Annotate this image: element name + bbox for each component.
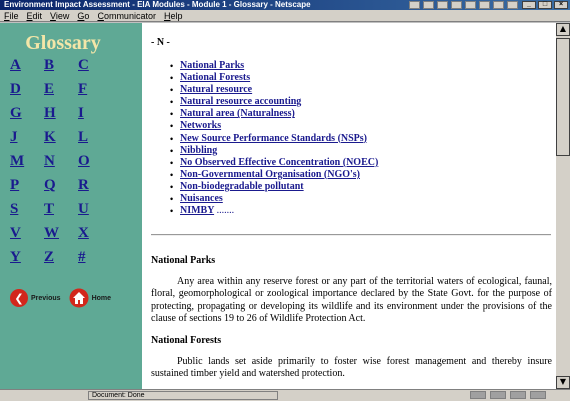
letter-link-d[interactable]: D	[10, 81, 21, 97]
list-item	[170, 193, 378, 205]
list-item	[170, 133, 378, 145]
list-ellipsis: .......	[216, 205, 235, 217]
scroll-down-icon[interactable]: ▼	[556, 376, 570, 389]
close-icon[interactable]: ×	[554, 1, 568, 9]
letter-link-i[interactable]: I	[78, 105, 84, 121]
letter-link-b[interactable]: B	[44, 57, 55, 73]
letter-link-f[interactable]: F	[78, 81, 88, 97]
letter-link-p[interactable]: P	[10, 177, 20, 193]
letter-link-y[interactable]: Y	[10, 249, 21, 265]
list-item	[170, 145, 378, 157]
letter-link-s[interactable]: S	[10, 201, 19, 217]
menu-view[interactable]: View	[50, 11, 70, 21]
minimize-icon[interactable]: _	[522, 1, 536, 9]
menu-help[interactable]: Help	[163, 11, 183, 21]
list-item	[170, 96, 378, 108]
window-title: Environment Impact Assessment - EIA Modules - Module 1 - Glossary - Netscape	[4, 0, 311, 9]
list-item	[170, 72, 378, 84]
term-link[interactable]: Nuisances	[180, 193, 223, 205]
previous-arrow-icon[interactable]: ❮	[10, 289, 28, 307]
letter-link-g[interactable]: G	[10, 105, 22, 121]
scroll-up-icon[interactable]: ▲	[556, 23, 570, 36]
letter-link-hash[interactable]: #	[78, 249, 86, 265]
list-item	[170, 157, 378, 169]
component-bar-icon[interactable]	[510, 391, 526, 399]
status-text: Document: Done	[88, 391, 278, 400]
glossary-sidebar	[0, 23, 142, 389]
list-item	[170, 205, 378, 217]
toolbar-icon[interactable]	[437, 1, 448, 9]
term-link[interactable]: NIMBY	[180, 205, 215, 217]
list-item	[170, 169, 378, 181]
nav-buttons	[10, 288, 111, 308]
home-icon[interactable]	[69, 288, 89, 308]
letter-link-a[interactable]: A	[10, 57, 21, 73]
letter-link-j[interactable]: J	[10, 129, 18, 145]
content-pane	[142, 23, 556, 389]
window-controls	[522, 1, 568, 9]
letter-link-h[interactable]: H	[44, 105, 56, 121]
list-item	[170, 120, 378, 132]
status-icons	[470, 391, 546, 399]
menu-bar	[0, 10, 570, 22]
letter-link-k[interactable]: K	[44, 129, 56, 145]
list-item	[170, 60, 378, 72]
letter-link-m[interactable]: M	[10, 153, 25, 169]
entry-definition: Any area within any reserve forest or any part of the territorial waters of ecological, faunal, floral, geomorphological or zoological importance declared by the State Govt. for the purpose of protecting, propagating or developing its wildlife and its environment under the provisions of the clause of sections 19 to 26 of Wildlife Protection Act.	[151, 276, 552, 325]
menu-edit[interactable]: Edit	[26, 11, 43, 21]
term-link[interactable]: No Observed Effective Concentration (NOEC)	[180, 156, 379, 168]
term-link[interactable]: Nibbling	[180, 144, 218, 156]
list-item	[170, 84, 378, 96]
term-link[interactable]: National Forests	[180, 72, 251, 84]
component-bar-icon[interactable]	[490, 391, 506, 399]
component-bar-icon[interactable]	[470, 391, 486, 399]
title-toolbar-icons	[409, 1, 518, 10]
letter-link-x[interactable]: X	[78, 225, 89, 241]
letter-link-r[interactable]: R	[78, 177, 89, 193]
term-link[interactable]: Natural resource	[180, 84, 253, 96]
entry-heading: National Parks	[151, 255, 216, 266]
letter-link-w[interactable]: W	[44, 225, 59, 241]
toolbar-icon[interactable]	[451, 1, 462, 9]
list-item	[170, 108, 378, 120]
term-link[interactable]: Natural area (Naturalness)	[180, 108, 295, 120]
entry-heading: National Forests	[151, 335, 222, 346]
letter-link-t[interactable]: T	[44, 201, 55, 217]
term-link[interactable]: Natural resource accounting	[180, 96, 302, 108]
toolbar-icon[interactable]	[409, 1, 420, 9]
previous-button-label[interactable]: Previous	[31, 294, 61, 302]
menu-file[interactable]: File	[4, 11, 19, 21]
toolbar-icon[interactable]	[423, 1, 434, 9]
toolbar-icon[interactable]	[479, 1, 490, 9]
vertical-scrollbar[interactable]	[556, 23, 570, 389]
letter-link-e[interactable]: E	[44, 81, 55, 97]
term-link[interactable]: National Parks	[180, 60, 245, 71]
letter-link-c[interactable]: C	[78, 57, 89, 73]
term-link[interactable]: Non-biodegradable pollutant	[180, 180, 304, 192]
menu-go[interactable]: Go	[77, 11, 90, 21]
menu-communicator[interactable]: Communicator	[97, 11, 156, 21]
letter-link-q[interactable]: Q	[44, 177, 56, 193]
letter-link-u[interactable]: U	[78, 201, 89, 217]
letter-link-n[interactable]: N	[44, 153, 55, 169]
scroll-thumb[interactable]	[556, 38, 570, 156]
letter-section-heading: - N -	[151, 37, 170, 48]
toolbar-icon[interactable]	[465, 1, 476, 9]
letter-link-o[interactable]: O	[78, 153, 90, 169]
term-link[interactable]: Non-Governmental Organisation (NGO's)	[180, 168, 360, 180]
maximize-icon[interactable]: □	[538, 1, 552, 9]
term-list	[170, 60, 378, 217]
window-titlebar	[0, 0, 570, 10]
letter-index	[10, 57, 112, 273]
glossary-title: Glossary	[25, 32, 101, 54]
toolbar-icon[interactable]	[493, 1, 504, 9]
letter-link-l[interactable]: L	[78, 129, 89, 145]
term-link[interactable]: Networks	[180, 120, 222, 132]
home-button-label[interactable]: Home	[91, 294, 112, 302]
divider	[151, 234, 551, 236]
letter-link-z[interactable]: Z	[44, 249, 55, 265]
toolbar-icon[interactable]	[507, 1, 518, 9]
component-bar-icon[interactable]	[530, 391, 546, 399]
status-bar	[0, 389, 570, 401]
entry-definition: Public lands set aside primarily to foster wise forest management and thereby insure sustained timber yield and watershed protection.	[151, 356, 552, 380]
term-link[interactable]: New Source Performance Standards (NSPs)	[180, 132, 368, 144]
letter-link-v[interactable]: V	[10, 225, 21, 241]
list-item	[170, 181, 378, 193]
